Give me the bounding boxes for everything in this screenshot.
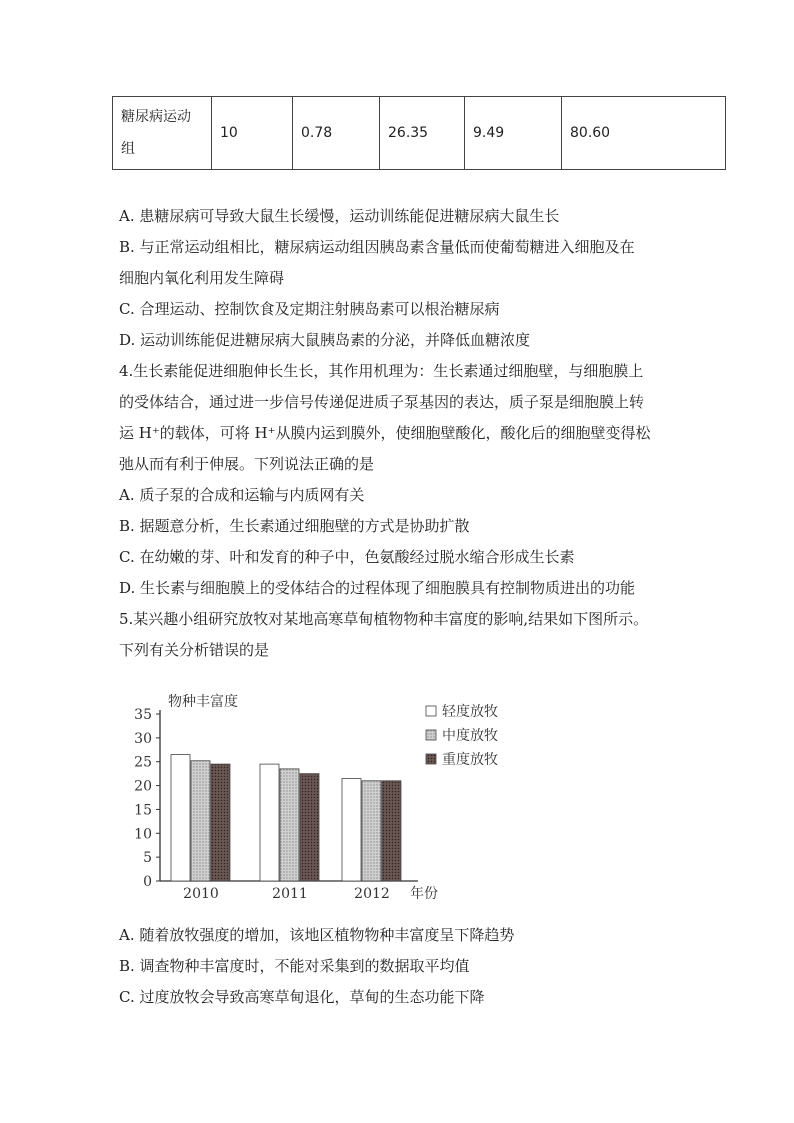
legend-swatch [426,754,436,764]
data-table [112,96,726,170]
x-axis-label: 年份 [410,886,438,902]
y-tick-label: 25 [134,754,152,771]
option-c: C. 合理运动、控制饮食及定期注射胰岛素可以根治糖尿病 [119,300,500,318]
table-cell: 9.49 [465,97,562,170]
question-4-stem: 运 H⁺的载体，可将 H⁺从膜内运到膜外，使细胞壁酸化，酸化后的细胞壁变得松 [119,424,651,442]
option-c: C. 在幼嫩的芽、叶和发育的种子中，色氨酸经过脱水缩合形成生长素 [119,548,575,566]
table-cell: 10 [212,97,293,170]
legend-label: 轻度放牧 [442,704,498,720]
question-4-stem: 的受体结合，通过进一步信号传递促进质子泵基因的表达，质子泵是细胞膜上转 [119,393,645,411]
question-4-stem: 4.生长素能促进细胞伸长生长，其作用机理为：生长素通过细胞壁，与细胞膜上 [119,362,644,380]
question-4 [119,356,679,604]
table-row [113,97,726,170]
x-tick-label: 2011 [272,886,308,902]
question-5 [119,604,679,666]
x-tick-label: 2012 [354,886,390,902]
option-a: A. 质子泵的合成和运输与内质网有关 [119,486,365,504]
y-tick-label: 30 [134,730,152,747]
bar [171,755,190,881]
option-a: A. 随着放牧强度的增加，该地区植物物种丰富度呈下降趋势 [119,926,515,944]
bar [342,778,361,881]
legend-label: 重度放牧 [442,752,498,768]
question-3-options [119,201,679,356]
option-b: B. 调查物种丰富度时，不能对采集到的数据取平均值 [119,957,470,975]
bar [280,769,299,881]
legend-label: 中度放牧 [442,728,498,744]
bar [300,774,319,881]
table-cell: 80.60 [562,97,726,170]
table-cell: 糖尿病运动组 [113,97,212,170]
bar [211,764,230,881]
table-cell: 0.78 [293,97,380,170]
bar [191,761,210,881]
y-tick-label: 35 [134,707,152,723]
bar [382,781,401,881]
bar [362,781,381,881]
question-4-stem: 弛从而有利于伸展。下列说法正确的是 [119,455,375,473]
y-tick-label: 10 [134,826,152,843]
x-tick-label: 2010 [183,886,219,902]
y-tick-label: 15 [134,802,152,819]
option-b: B. 与正常运动组相比，糖尿病运动组因胰岛素含量低而使葡萄糖进入细胞及在 [119,238,635,256]
bar [260,764,279,881]
option-b: B. 据题意分析，生长素通过细胞壁的方式是协助扩散 [119,517,470,535]
option-b-continued: 细胞内氧化利用发生障碍 [119,269,285,287]
legend-swatch [426,706,436,716]
table-cell: 26.35 [380,97,465,170]
question-5-stem: 下列有关分析错误的是 [119,641,270,659]
species-richness-bar-chart [118,688,518,908]
y-tick-label: 5 [143,850,152,867]
y-axis-label: 物种丰富度 [168,694,238,710]
option-a: A. 患糖尿病可导致大鼠生长缓慢，运动训练能促进糖尿病大鼠生长 [119,207,560,225]
option-d: D. 运动训练能促进糖尿病大鼠胰岛素的分泌，并降低血糖浓度 [119,331,531,349]
option-d: D. 生长素与细胞膜上的受体结合的过程体现了细胞膜具有控制物质进出的功能 [119,579,636,597]
y-tick-label: 20 [134,778,152,795]
question-5-stem: 5.某兴趣小组研究放牧对某地高寒草甸植物物种丰富度的影响,结果如下图所示。 [119,610,649,628]
question-5-options [119,920,679,1013]
y-tick-label: 0 [143,874,152,890]
legend-swatch [426,730,436,740]
option-c: C. 过度放牧会导致高寒草甸退化，草甸的生态功能下降 [119,988,485,1006]
